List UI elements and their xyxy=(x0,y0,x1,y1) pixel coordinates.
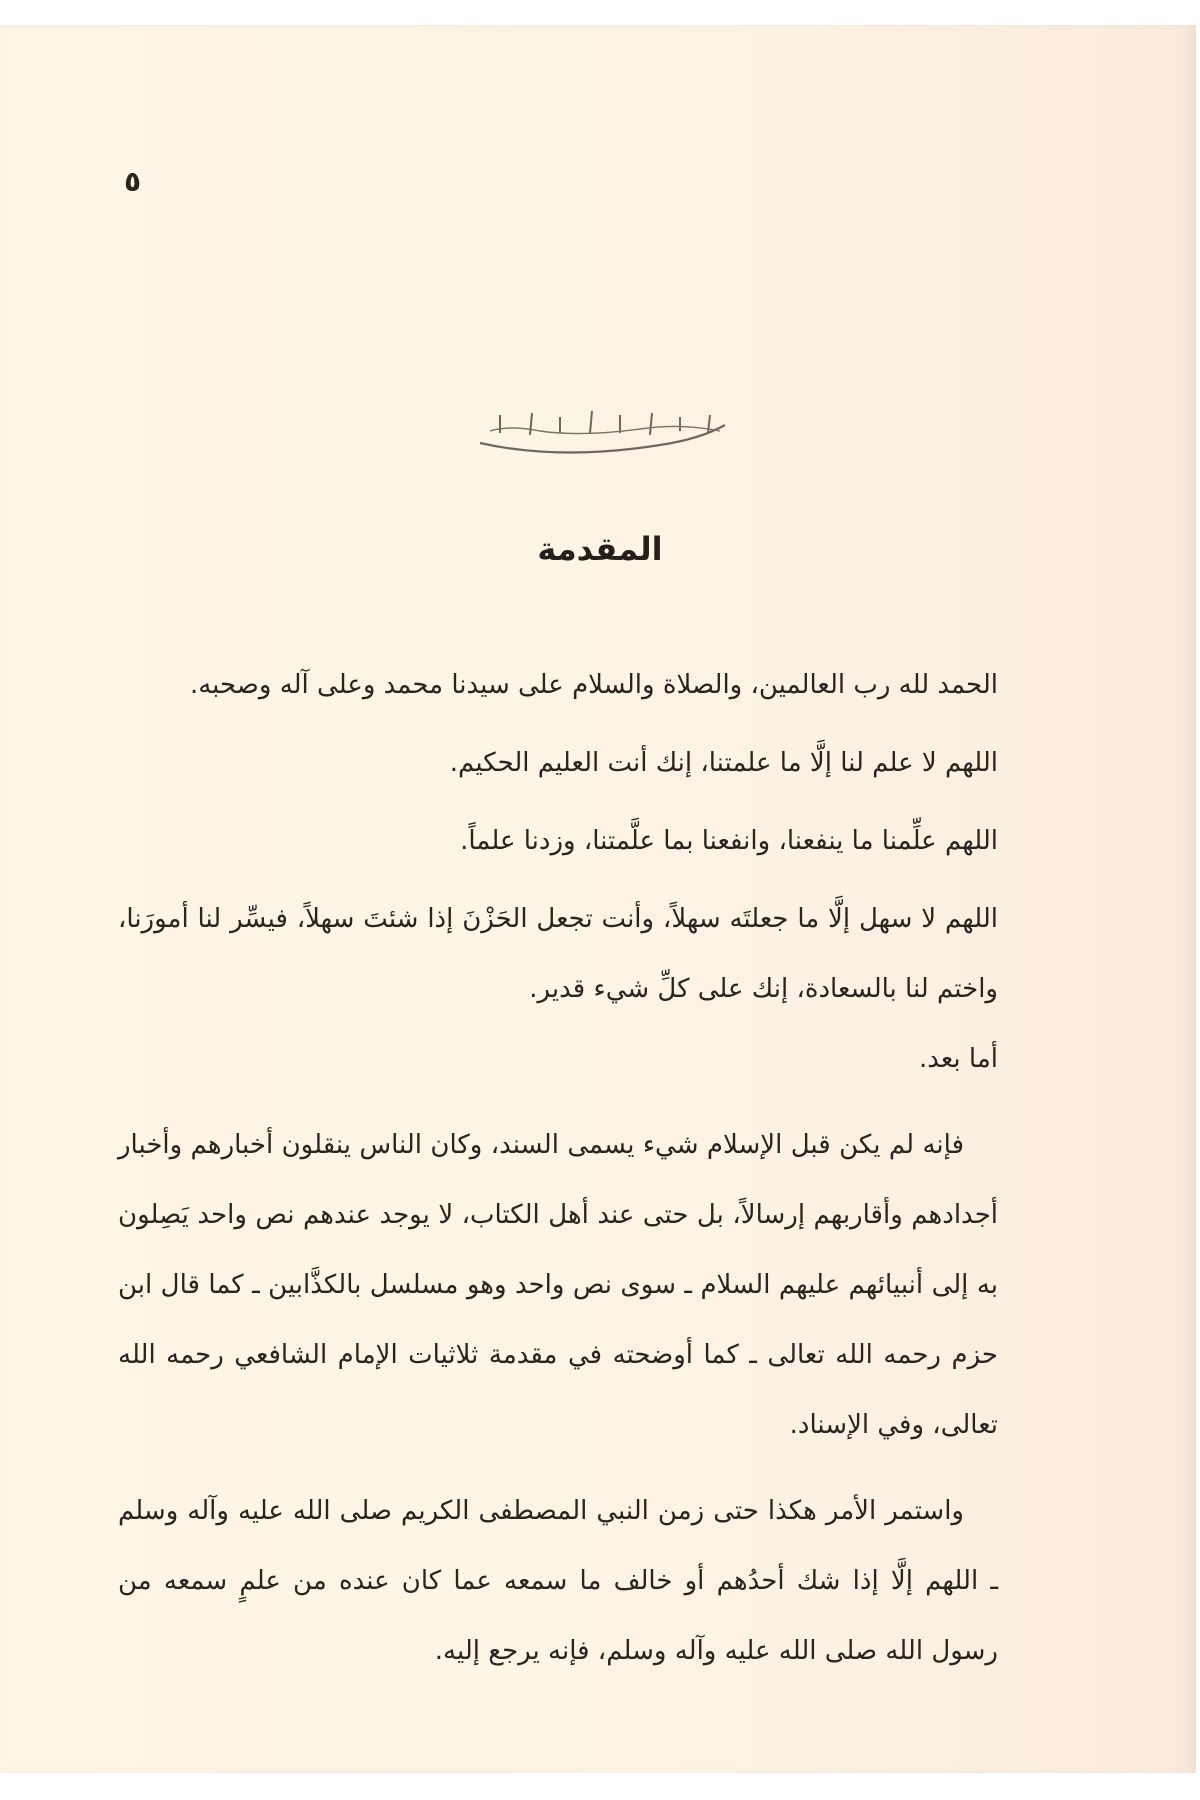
basmala-flourish-icon xyxy=(440,403,760,463)
paragraph-prophet-era: واستمر الأمر هكذا حتى زمن النبي المصطفى الكريم صلى الله عليه وآله وسلم ـ اللهم إلَّا إذا شك أحدُهم أو خالف ما سمعه عما كان عنده من علمٍ سمعه من رسول الله صلى الله عليه وآله وسلم، فإنه يرجع إليه. xyxy=(118,1496,998,1666)
paragraph-dua-3: اللهم لا سهل إلَّا ما جعلتَه سهلاً، وأنت تجعل الحَزْنَ إذا شئتَ سهلاً، فيسِّر لنا أمورَنا، واختم لنا بالسعادة، إنك على كلِّ شيء قدير. xyxy=(118,904,998,1004)
page-title: المقدمة xyxy=(537,530,663,568)
paragraph-dua-2: اللهم علِّمنا ما ينفعنا، وانفعنا بما علَّمتنا، وزدنا علماً. xyxy=(460,826,998,856)
paragraph-amma-baad: أما بعد. xyxy=(918,1044,998,1074)
paragraph-dua-1: اللهم لا علم لنا إلَّا ما علمتنا، إنك أنت العليم الحكيم. xyxy=(449,748,998,778)
book-page xyxy=(0,25,1196,1773)
paragraph-praise: الحمد لله رب العالمين، والصلاة والسلام على سيدنا محمد وعلى آله وصحبه. xyxy=(189,670,998,700)
paragraph-sanad: فإنه لم يكن قبل الإسلام شيء يسمى السند، وكان الناس ينقلون أخبارهم وأخبار أجدادهم وأقاربهم إرسالاً، بل حتى عند أهل الكتاب، لا يوجد عندهم نص واحد يَصِلون به إلى أنبيائهم عليهم السلام ـ سوى نص واحد وهو مسلسل بالكذَّابين ـ كما قال ابن حزم رحمه الله تعالى ـ كما أوضحته في مقدمة ثلاثيات الإمام الشافعي رحمه الله تعالى، وفي الإسناد. xyxy=(118,1130,998,1440)
body-text xyxy=(118,650,998,1686)
page-number: ٥ xyxy=(124,165,142,198)
